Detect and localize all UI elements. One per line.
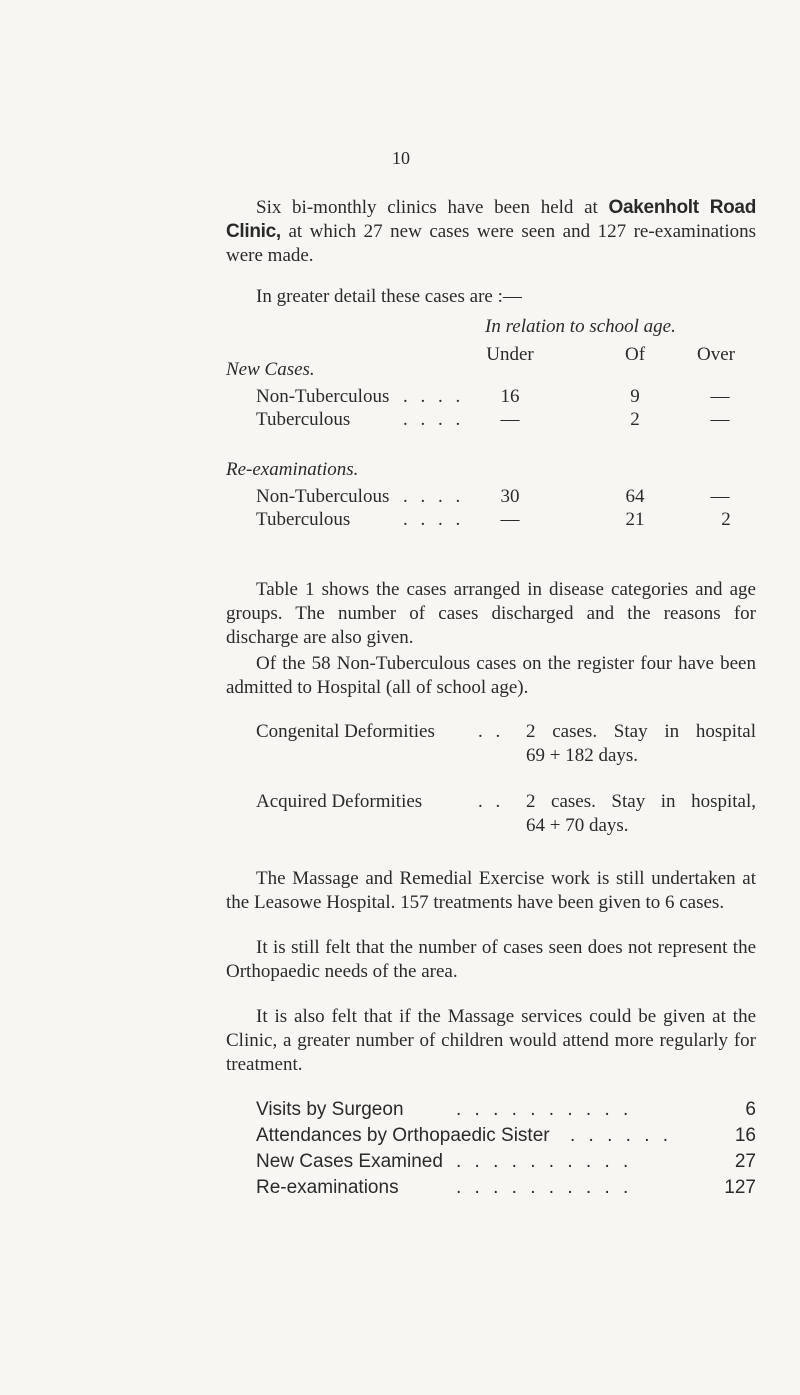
table-cell: 2 — [721, 509, 731, 530]
table-cell: — — [500, 409, 520, 430]
table-description-text: Table 1 shows the cases arranged in disease categories and age groups. The number of cases discharged and the reasons for discharge are also given. — [226, 579, 756, 648]
leader-dots: . . . . — [403, 509, 465, 530]
table-description-paragraph — [226, 578, 756, 650]
summary-label: Re-examinations — [256, 1177, 399, 1198]
table-heading: In relation to school age. — [485, 316, 676, 337]
column-header-under: Under — [486, 344, 534, 365]
detail-intro: In greater detail these cases are :— — [256, 286, 522, 307]
summary-label: Attendances by Orthopaedic Sister — [256, 1125, 550, 1146]
needs-text: It is still felt that the number of cases seen does not represent the Orthopaedic needs of the area. — [226, 937, 756, 982]
page-number: 10 — [392, 148, 410, 168]
leader-dots: . . . . — [403, 386, 465, 407]
intro-paragraph — [226, 196, 756, 268]
hospital-admission-paragraph — [226, 652, 756, 700]
summary-value: 6 — [745, 1099, 756, 1120]
massage-paragraph — [226, 867, 756, 915]
leader-dots: . . . . — [403, 486, 465, 507]
row-label: Tuberculous — [256, 409, 351, 430]
deformity-detail-line2: 69 + 182 days. — [526, 745, 639, 766]
deformity-detail-line2: 64 + 70 days. — [526, 815, 629, 836]
leader-dots: . . . . . . . . . . — [456, 1151, 633, 1172]
deformity-label: Congenital Deformities — [256, 721, 435, 742]
row-label: Non-Tuberculous — [256, 486, 390, 507]
table-cell: 2 — [630, 409, 640, 430]
table-cell: 64 — [625, 486, 645, 507]
clinic-massage-text: It is also felt that if the Massage services could be given at the Clinic, a greater number of children would attend more regularly for treatment. — [226, 1006, 756, 1075]
row-label: Non-Tuberculous — [256, 386, 390, 407]
summary-label: New Cases Examined — [256, 1151, 443, 1172]
leader-dots: . . . . — [403, 409, 465, 430]
table-cell: 30 — [500, 486, 520, 507]
table-cell: — — [710, 486, 730, 507]
summary-value: 127 — [724, 1177, 756, 1198]
column-header-of: Of — [624, 344, 646, 365]
table-cell: 16 — [500, 386, 520, 407]
deformity-detail-line1: 2 cases. Stay in hospital, — [526, 791, 756, 812]
intro-text-after: at which 27 new cases were seen and 127 re-examinations were made. — [226, 221, 756, 266]
needs-paragraph — [226, 936, 756, 984]
intro-text-before: Six bi-monthly clinics have been held at — [256, 197, 609, 218]
row-label: Tuberculous — [256, 509, 351, 530]
leader-dots: . . . . . . . . . . — [456, 1099, 633, 1120]
summary-label: Visits by Surgeon — [256, 1099, 404, 1120]
leader-dots: . . — [478, 721, 505, 742]
table-cell: — — [710, 409, 730, 430]
clinic-massage-paragraph — [226, 1005, 756, 1077]
summary-value: 16 — [734, 1125, 756, 1146]
hospital-admission-text: Of the 58 Non-Tuberculous cases on the register four have been admitted to Hospital (all of school age). — [226, 653, 756, 698]
clinic-name: Oakenholt Road Clinic, — [226, 197, 756, 242]
leader-dots: . . . . . . . . . . — [456, 1177, 633, 1198]
table-cell: 9 — [630, 386, 640, 407]
column-header-over: Over — [697, 344, 735, 365]
table-cell: 21 — [625, 509, 645, 530]
leader-dots: . . — [478, 791, 505, 812]
deformity-label: Acquired Deformities — [256, 791, 423, 812]
deformity-detail-line1: 2 cases. Stay in hospital — [526, 721, 756, 742]
summary-value: 27 — [734, 1151, 756, 1172]
section-title-re-examinations: Re-examinations. — [226, 459, 359, 480]
section-title-new-cases: New Cases. — [226, 359, 315, 380]
massage-text: The Massage and Remedial Exercise work is still undertaken at the Leasowe Hospital. 157 treatments have been given to 6 cases. — [226, 868, 756, 913]
leader-dots: . . . . . . — [570, 1125, 673, 1146]
table-cell: — — [500, 509, 520, 530]
table-cell: — — [710, 386, 730, 407]
